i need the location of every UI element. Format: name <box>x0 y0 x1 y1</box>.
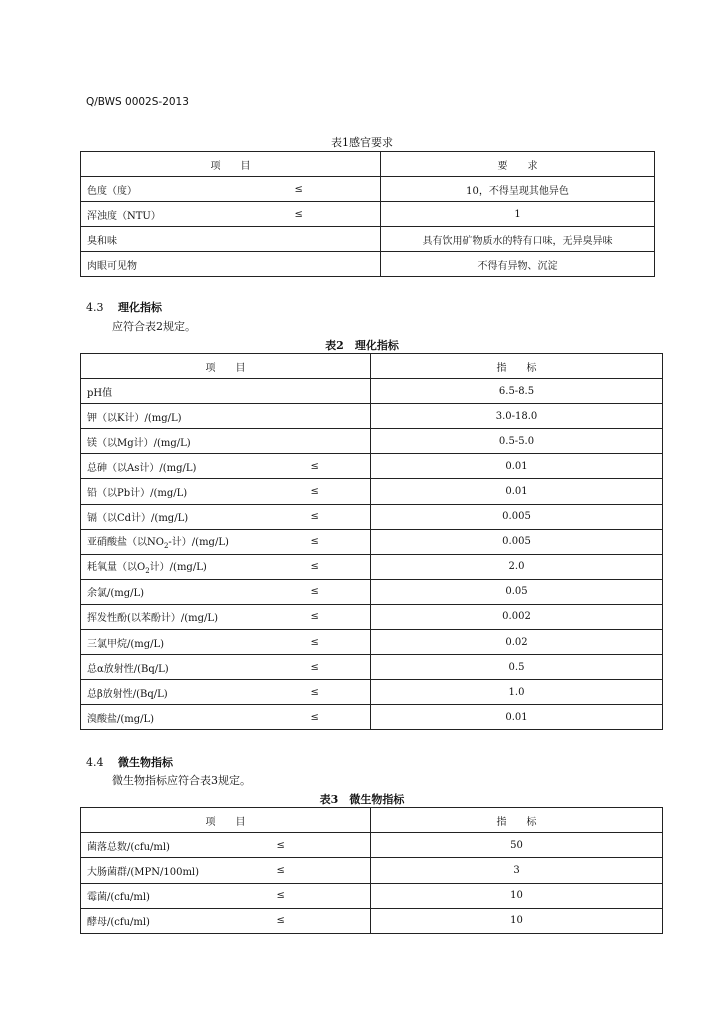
row-item: 铅（以Pb计）/(mg/L) <box>81 479 311 504</box>
row-operator: ≤ <box>277 908 371 933</box>
row-operator: ≤ <box>277 858 371 883</box>
row-operator <box>295 252 381 277</box>
row-item: 总β放射性/(Bq/L) <box>81 680 311 705</box>
section-number: 4.4 <box>86 756 104 769</box>
row-item: 霉菌/(cfu/ml) <box>81 883 277 908</box>
row-operator: ≤ <box>311 705 371 730</box>
table3-caption: 表3 微生物指标 <box>319 793 405 806</box>
table-header-row <box>81 354 663 379</box>
table-row <box>81 908 663 933</box>
row-item: 三氯甲烷/(mg/L) <box>81 630 311 655</box>
column-header-item: 项 目 <box>81 354 371 379</box>
section-title: 微生物指标 <box>118 756 173 769</box>
row-value: 1.0 <box>371 680 663 705</box>
row-operator: ≤ <box>295 202 381 227</box>
table-row <box>81 504 663 529</box>
row-value: 0.5-5.0 <box>371 429 663 454</box>
table-row <box>81 579 663 604</box>
row-value: 10 <box>371 908 663 933</box>
row-item: 余氯/(mg/L) <box>81 579 311 604</box>
row-operator: ≤ <box>295 177 381 202</box>
table-row <box>81 604 663 629</box>
row-value: 0.01 <box>371 454 663 479</box>
row-item: 肉眼可见物 <box>81 252 295 277</box>
table-row <box>81 630 663 655</box>
row-item: 大肠菌群/(MPN/100ml) <box>81 858 277 883</box>
row-item: 浑浊度（NTU） <box>81 202 295 227</box>
section-4-4-text: 微生物指标应符合表3规定。 <box>112 774 251 787</box>
table3-microbiological-indicators <box>80 807 663 934</box>
row-item: pH值 <box>81 379 311 404</box>
row-item: 总α放射性/(Bq/L) <box>81 655 311 680</box>
column-header-requirement: 要 求 <box>381 152 655 177</box>
row-value: 0.5 <box>371 655 663 680</box>
row-value: 6.5-8.5 <box>371 379 663 404</box>
table1-sensory-requirements <box>80 151 655 277</box>
table-row <box>81 479 663 504</box>
row-operator: ≤ <box>311 579 371 604</box>
row-operator: ≤ <box>277 883 371 908</box>
table-header-row <box>81 808 663 833</box>
row-operator: ≤ <box>311 655 371 680</box>
table-row <box>81 202 655 227</box>
row-item: 耗氧量（以$O_2$计）/(mg/L) <box>81 554 311 579</box>
row-item: 菌落总数/(cfu/ml) <box>81 833 277 858</box>
row-value: 1 <box>381 202 655 227</box>
row-operator: ≤ <box>277 833 371 858</box>
table-row <box>81 379 663 404</box>
row-value: 3.0-18.0 <box>371 404 663 429</box>
row-value: 具有饮用矿物质水的特有口味，无异臭异味 <box>381 227 655 252</box>
table-row <box>81 833 663 858</box>
row-operator <box>311 429 371 454</box>
row-value: 0.002 <box>371 604 663 629</box>
row-value: 0.005 <box>371 529 663 554</box>
table-row <box>81 177 655 202</box>
section-number: 4.3 <box>86 301 104 314</box>
section-title: 理化指标 <box>118 301 162 314</box>
table-row <box>81 680 663 705</box>
row-value: 50 <box>371 833 663 858</box>
document-id: Q/BWS 0002S-2013 <box>86 96 189 108</box>
row-value: 10 <box>371 883 663 908</box>
row-operator: ≤ <box>311 554 371 579</box>
row-item: 亚硝酸盐（以$NO_2-$计）/(mg/L) <box>81 529 311 554</box>
row-operator: ≤ <box>311 479 371 504</box>
row-item: 总砷（以As计）/(mg/L) <box>81 454 311 479</box>
table-row <box>81 429 663 454</box>
row-operator: ≤ <box>311 529 371 554</box>
row-operator <box>311 404 371 429</box>
table-row <box>81 705 663 730</box>
row-operator: ≤ <box>311 630 371 655</box>
row-item: 酵母/(cfu/ml) <box>81 908 277 933</box>
row-value: 0.01 <box>371 705 663 730</box>
column-header-indicator: 指 标 <box>371 354 663 379</box>
column-header-item: 项 目 <box>81 152 381 177</box>
row-operator: ≤ <box>311 454 371 479</box>
table-row <box>81 554 663 579</box>
row-value: 0.02 <box>371 630 663 655</box>
column-header-indicator: 指 标 <box>371 808 663 833</box>
table2-caption: 表2 理化指标 <box>325 339 399 352</box>
row-item: 镁（以Mg计）/(mg/L) <box>81 429 311 454</box>
row-value: 不得有异物、沉淀 <box>381 252 655 277</box>
row-value: 0.005 <box>371 504 663 529</box>
table1-caption: 表1感官要求 <box>331 136 393 149</box>
table-row <box>81 655 663 680</box>
row-value: 0.01 <box>371 479 663 504</box>
table-row <box>81 858 663 883</box>
table-row <box>81 454 663 479</box>
column-header-item: 项 目 <box>81 808 371 833</box>
table-row <box>81 529 663 554</box>
row-item: 挥发性酚(以苯酚计）/(mg/L) <box>81 604 311 629</box>
row-value: 2.0 <box>371 554 663 579</box>
row-value: 3 <box>371 858 663 883</box>
table-row <box>81 252 655 277</box>
table-row <box>81 404 663 429</box>
row-value: 10，不得呈现其他异色 <box>381 177 655 202</box>
row-item: 色度（度） <box>81 177 295 202</box>
table2-physicochemical-indicators <box>80 353 663 730</box>
row-item: 臭和味 <box>81 227 295 252</box>
row-item: 镉（以Cd计）/(mg/L) <box>81 504 311 529</box>
table-header-row <box>81 152 655 177</box>
row-item: 钾（以K计）/(mg/L) <box>81 404 311 429</box>
row-operator: ≤ <box>311 680 371 705</box>
row-value: 0.05 <box>371 579 663 604</box>
row-operator <box>295 227 381 252</box>
row-item: 溴酸盐/(mg/L) <box>81 705 311 730</box>
table-row <box>81 883 663 908</box>
row-operator: ≤ <box>311 604 371 629</box>
table-row <box>81 227 655 252</box>
section-4-4-heading <box>86 754 173 770</box>
section-4-3-text: 应符合表2规定。 <box>112 320 196 333</box>
section-4-3-heading <box>86 299 162 315</box>
row-operator: ≤ <box>311 504 371 529</box>
row-operator <box>311 379 371 404</box>
